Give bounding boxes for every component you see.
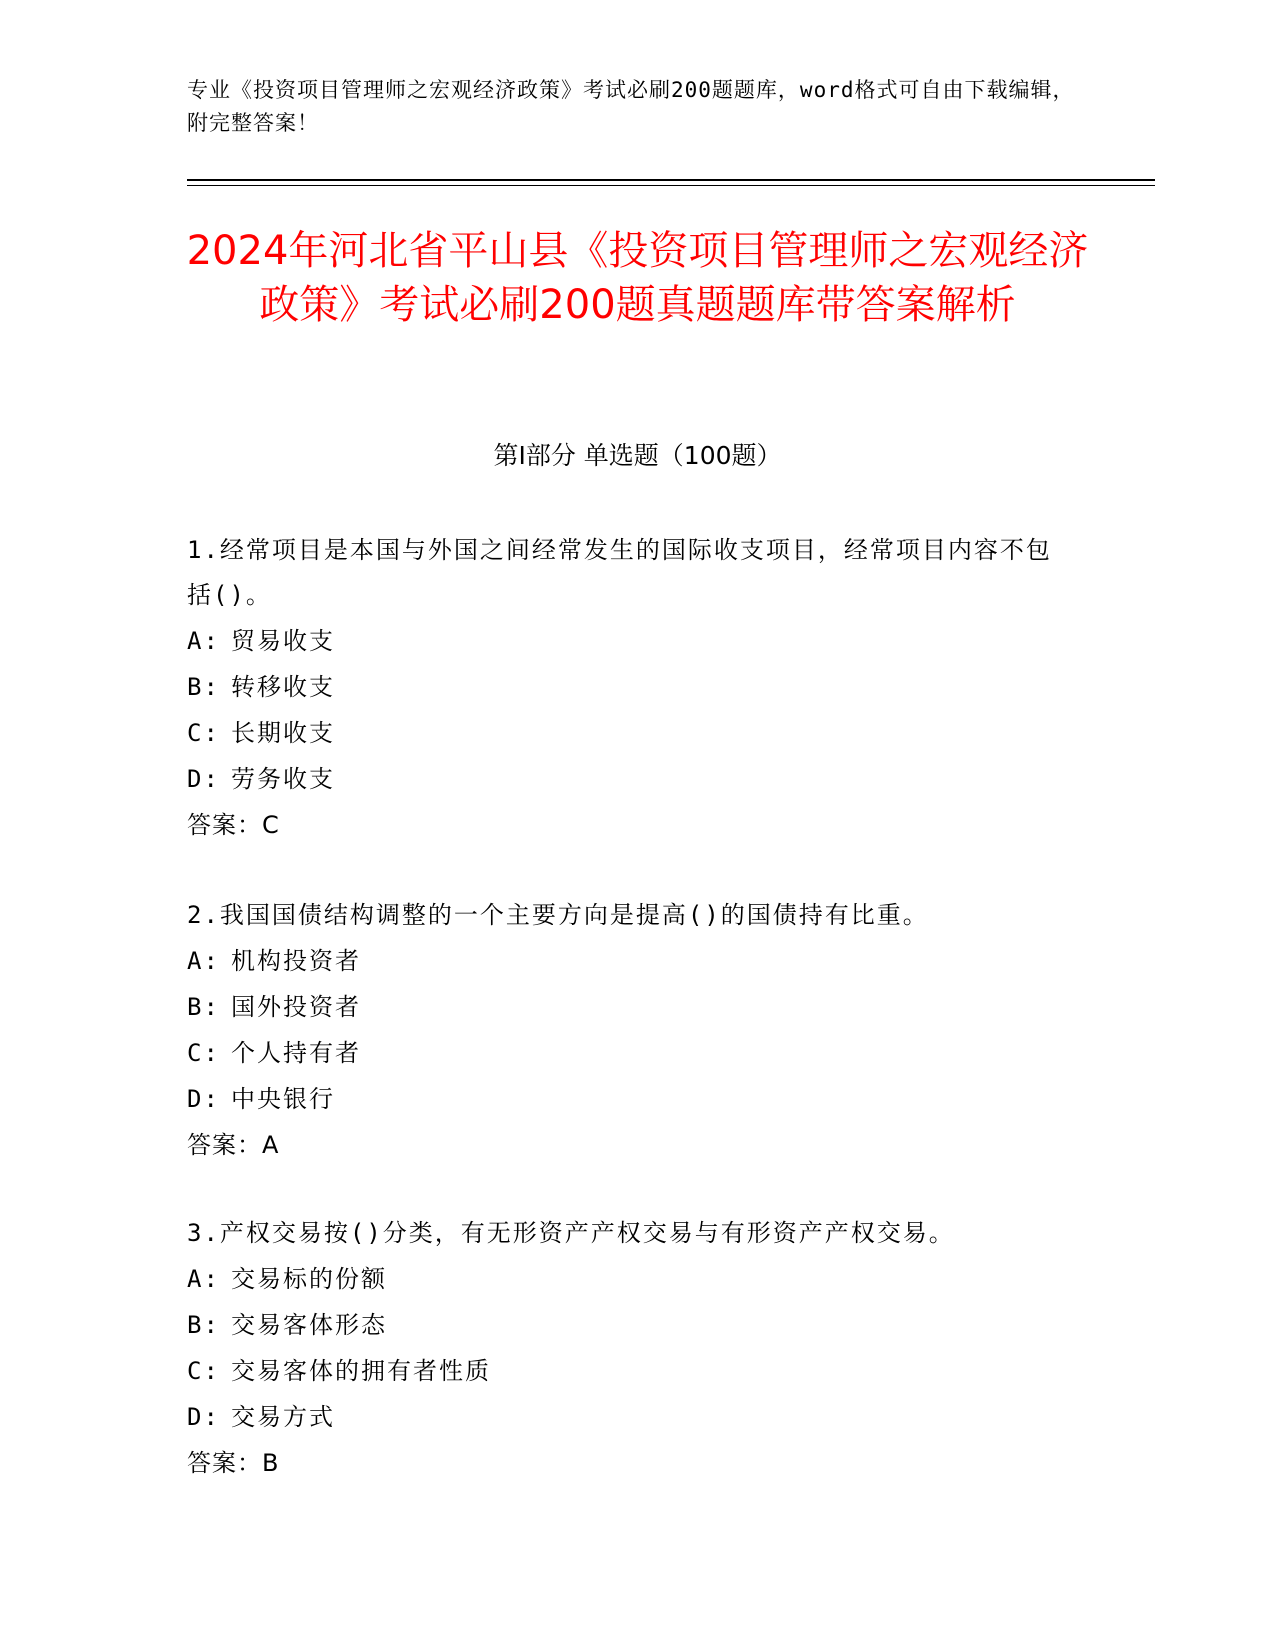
option-letter: C:	[187, 1357, 220, 1385]
question-block	[187, 528, 1067, 848]
option-letter: D:	[187, 1085, 220, 1113]
option-letter: D:	[187, 1403, 220, 1431]
option-letter: B:	[187, 673, 220, 701]
question-stem: 3.产权交易按()分类，有无形资产产权交易与有形资产产权交易。	[187, 1219, 955, 1247]
question-stem: 2.我国国债结构调整的一个主要方向是提高()的国债持有比重。	[187, 901, 929, 929]
option-c	[187, 1348, 1067, 1394]
option-letter: A:	[187, 947, 220, 975]
option-letter: D:	[187, 765, 220, 793]
option-letter: B:	[187, 1311, 220, 1339]
option-a	[187, 938, 1067, 984]
option-b	[187, 664, 1067, 710]
option-letter: C:	[187, 719, 220, 747]
question-stem: 1.经常项目是本国与外国之间经常发生的国际收支项目，经常项目内容不包括()。	[187, 536, 1052, 609]
option-text: 贸易收支	[231, 627, 335, 655]
option-c	[187, 1030, 1067, 1076]
section-heading: 第Ⅰ部分 单选题（100题）	[493, 441, 782, 470]
option-letter: B:	[187, 993, 220, 1021]
option-text: 个人持有者	[231, 1039, 361, 1067]
option-a	[187, 618, 1067, 664]
option-text: 长期收支	[231, 719, 335, 747]
option-text: 交易方式	[231, 1403, 335, 1431]
option-d	[187, 1394, 1067, 1440]
header-divider-thick	[187, 179, 1155, 181]
question-block	[187, 1211, 1067, 1486]
option-text: 交易标的份额	[231, 1265, 387, 1293]
option-letter: A:	[187, 1265, 220, 1293]
option-letter: C:	[187, 1039, 220, 1067]
option-text: 劳务收支	[231, 765, 335, 793]
option-text: 转移收支	[231, 673, 335, 701]
option-a	[187, 1256, 1067, 1302]
option-d	[187, 1076, 1067, 1122]
option-letter: A:	[187, 627, 220, 655]
header-note: 专业《投资项目管理师之宏观经济政策》考试必刷200题题库，word格式可自由下载编辑，附完整答案！	[187, 78, 1075, 135]
answer-line: 答案：A	[187, 1131, 280, 1159]
option-text: 中央银行	[231, 1085, 335, 1113]
document-title: 2024年河北省平山县《投资项目管理师之宏观经济政策》考试必刷200题真题题库带答案解析	[186, 228, 1089, 328]
header-divider-thin	[187, 185, 1155, 186]
option-text: 交易客体的拥有者性质	[231, 1357, 491, 1385]
option-c	[187, 710, 1067, 756]
option-b	[187, 984, 1067, 1030]
answer-line: 答案：B	[187, 1449, 280, 1477]
option-d	[187, 756, 1067, 802]
question-block	[187, 893, 1067, 1168]
option-text: 国外投资者	[231, 993, 361, 1021]
option-text: 机构投资者	[231, 947, 361, 975]
answer-line: 答案：C	[187, 811, 280, 839]
option-text: 交易客体形态	[231, 1311, 387, 1339]
option-b	[187, 1302, 1067, 1348]
